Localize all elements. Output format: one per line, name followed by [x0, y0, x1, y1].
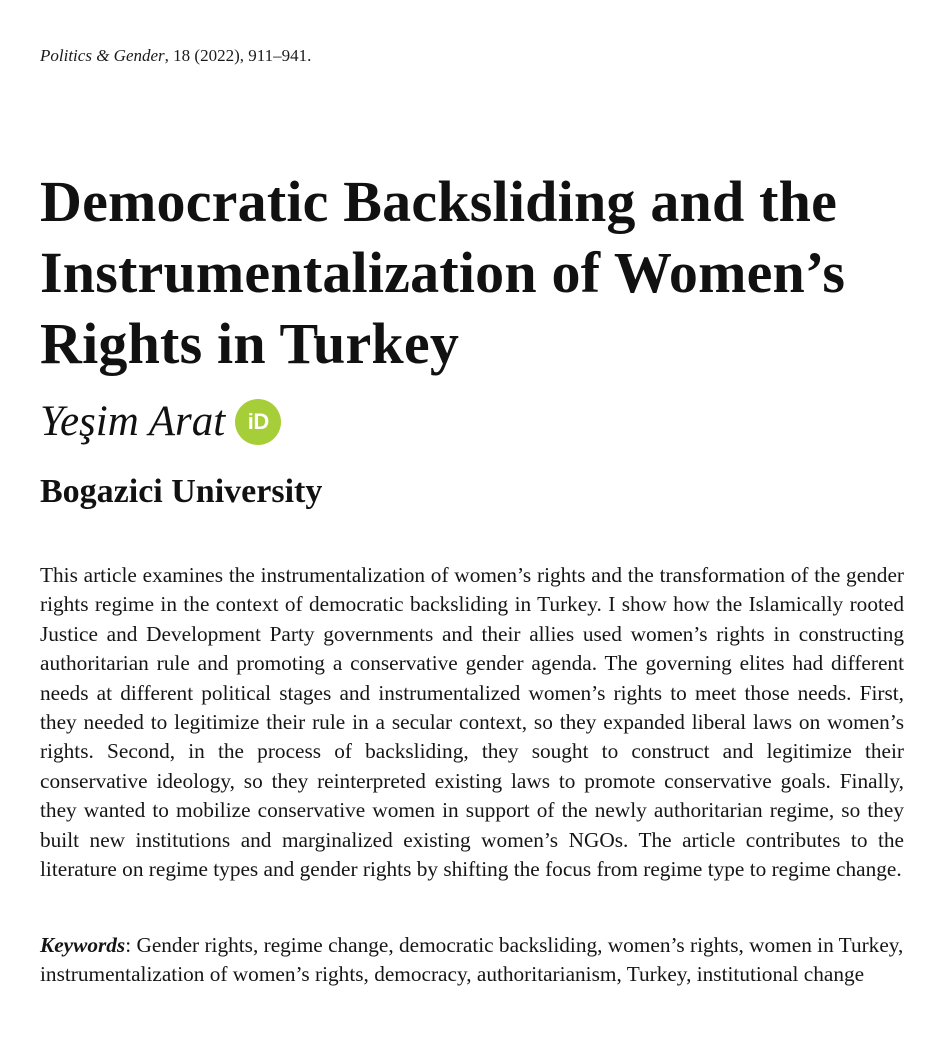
author-affiliation: Bogazici University — [40, 473, 323, 510]
orcid-icon[interactable]: iD — [235, 399, 281, 445]
journal-citation — [40, 44, 311, 68]
truncated-body-text — [40, 1038, 910, 1052]
keywords-label: Keywords — [40, 933, 126, 957]
citation-details: , 18 (2022), 911–941. — [164, 46, 312, 65]
author-line — [40, 392, 281, 452]
author-name: Yeşim Arat — [40, 398, 226, 445]
keywords-separator: : — [125, 933, 137, 957]
journal-name: Politics & Gender — [40, 46, 165, 65]
article-title: Democratic Backsliding and the Instrumentalization of Women’s Rights in Turkey — [40, 169, 846, 376]
abstract-text: This article examines the instrumentalization of women’s rights and the transformation of the gender rights regime in the context of democratic backsliding in Turkey. I show how the Islamically rooted Justice and Development Party governments and their allies used women’s rights in constructing authoritarian rule and promoting a conservative gender agenda. The governing elites had different needs at different political stages and instrumentalized women’s rights to meet those needs. First, they needed to legitimize their rule in a secular context, so they expanded liberal laws on women’s rights. Second, in the process of backsliding, they sought to construct and legitimize their conservative ideology, so they reinterpreted existing laws to promote conservative goals. Finally, they wanted to mobilize conservative women in support of the newly authoritarian regime, so they built new institutions and marginalized existing women’s NGOs. The article contributes to the literature on regime types and gender rights by shifting the focus from regime type to regime change. — [40, 563, 904, 882]
keywords — [40, 931, 904, 990]
keywords-list: Gender rights, regime change, democratic backsliding, women’s rights, women in Turkey, instrumentalization of women’s rights, democracy, authoritarianism, Turkey, institutional change — [40, 933, 904, 987]
